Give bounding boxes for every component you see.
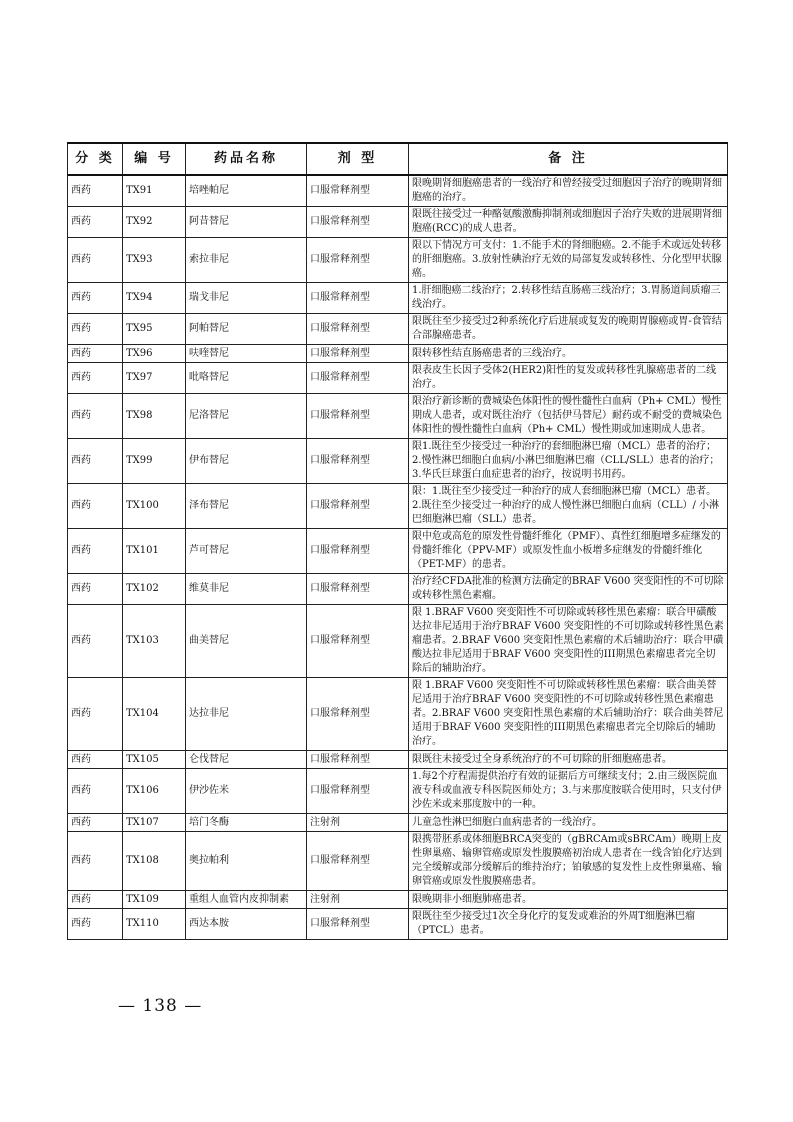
cell-code: TX97: [123, 363, 186, 394]
cell-name: 呋喹替尼: [186, 345, 307, 363]
table-row: [68, 529, 728, 574]
cell-note: 限携带胚系或体细胞BRCA突变的（gBRCAm或sBRCAm）晚期上皮性卵巢癌、输卵管癌或原发性腹膜癌初治成人患者在一线含铂化疗达到完全缓解或部分缓解后的维持治疗；铂敏感的复发性上皮性卵巢癌、输卵管癌或原发性腹膜癌患者。: [409, 832, 728, 891]
table-row: [68, 207, 728, 238]
cell-code: TX101: [123, 529, 186, 574]
cell-code: TX107: [123, 814, 186, 832]
cell-note: 限 1.BRAF V600 突变阳性不可切除或转移性黑色素瘤：联合甲磺酸达拉非尼适用于治疗BRAF V600 突变阳性的不可切除或转移性黑色素瘤患者。2.BRAF V600 突变阳性黑色素瘤的术后辅助治疗：联合甲磺酸达拉非尼适用于BRAF V600 突变阳性的III期黑色素瘤患者完全切除后的辅助治疗。: [409, 605, 728, 678]
cell-code: TX108: [123, 832, 186, 891]
cell-name: 伊布替尼: [186, 439, 307, 484]
cell-code: TX110: [123, 909, 186, 940]
cell-name: 西达本胺: [186, 909, 307, 940]
cell-name: 尼洛替尼: [186, 394, 307, 439]
cell-name: 维莫非尼: [186, 574, 307, 605]
cell-code: TX93: [123, 238, 186, 283]
cell-code: TX99: [123, 439, 186, 484]
cell-code: TX95: [123, 314, 186, 345]
table-row: [68, 394, 728, 439]
cell-code: TX91: [123, 175, 186, 207]
table-row: [68, 574, 728, 605]
cell-note: 限晚期肾细胞癌患者的一线治疗和曾经接受过细胞因子治疗的晚期肾细胞癌的治疗。: [409, 175, 728, 207]
table-row: [68, 751, 728, 769]
cell-form: 口服常释剂型: [307, 605, 409, 678]
table-row: [68, 283, 728, 314]
cell-note: 限既往至少接受过2种系统化疗后进展或复发的晚期胃腺癌或胃-食管结合部腺癌患者。: [409, 314, 728, 345]
cell-code: TX109: [123, 891, 186, 909]
cell-name: 阿昔替尼: [186, 207, 307, 238]
cell-note: 限治疗新诊断的费城染色体阳性的慢性髓性白血病（Ph+ CML）慢性期成人患者，或对既往治疗（包括伊马替尼）耐药或不耐受的费城染色体阳性的慢性髓性白血病（Ph+ CML）慢性期或加速期成人患者。: [409, 394, 728, 439]
cell-name: 伊沙佐米: [186, 769, 307, 814]
cell-category: 西药: [68, 238, 123, 283]
cell-code: TX94: [123, 283, 186, 314]
cell-form: 口服常释剂型: [307, 751, 409, 769]
cell-category: 西药: [68, 574, 123, 605]
cell-name: 曲美替尼: [186, 605, 307, 678]
table-row: [68, 909, 728, 940]
cell-note: 治疗经CFDA批准的检测方法确定的BRAF V600 突变阳性的不可切除或转移性黑色素瘤。: [409, 574, 728, 605]
cell-form: 口服常释剂型: [307, 207, 409, 238]
cell-form: 口服常释剂型: [307, 175, 409, 207]
cell-note: 1.肝细胞癌二线治疗；2.转移性结直肠癌三线治疗；3.胃肠道间质瘤三线治疗。: [409, 283, 728, 314]
cell-note: 限 1.BRAF V600 突变阳性不可切除或转移性黑色素瘤：联合曲美替尼适用于治疗BRAF V600 突变阳性的不可切除或转移性黑色素瘤患者。2.BRAF V600 突变阳性黑色素瘤的术后辅助治疗：联合曲美替尼适用于BRAF V600 突变阳性的III期黑色素瘤患者完全切除后的辅助治疗。: [409, 678, 728, 751]
header-category: 分 类: [68, 143, 123, 175]
table-row: [68, 238, 728, 283]
cell-form: 口服常释剂型: [307, 574, 409, 605]
cell-note: 儿童急性淋巴细胞白血病患者的一线治疗。: [409, 814, 728, 832]
cell-category: 西药: [68, 751, 123, 769]
cell-category: 西药: [68, 314, 123, 345]
cell-name: 芦可替尼: [186, 529, 307, 574]
table-row: [68, 769, 728, 814]
table-row: [68, 605, 728, 678]
header-note: 备 注: [409, 143, 728, 175]
cell-category: 西药: [68, 283, 123, 314]
cell-form: 口服常释剂型: [307, 345, 409, 363]
cell-form: 口服常释剂型: [307, 394, 409, 439]
cell-code: TX106: [123, 769, 186, 814]
table-row: [68, 363, 728, 394]
cell-form: 口服常释剂型: [307, 678, 409, 751]
drug-table: [67, 142, 728, 940]
cell-form: 口服常释剂型: [307, 909, 409, 940]
cell-name: 泽布替尼: [186, 484, 307, 529]
page-number: — 138 —: [118, 996, 203, 1016]
cell-note: 限晚期非小细胞肺癌患者。: [409, 891, 728, 909]
cell-name: 瑞戈非尼: [186, 283, 307, 314]
cell-category: 西药: [68, 605, 123, 678]
cell-category: 西药: [68, 832, 123, 891]
drug-table-container: [67, 142, 727, 940]
cell-code: TX104: [123, 678, 186, 751]
cell-category: 西药: [68, 814, 123, 832]
cell-form: 口服常释剂型: [307, 439, 409, 484]
cell-note: 限转移性结直肠癌患者的三线治疗。: [409, 345, 728, 363]
cell-name: 吡咯替尼: [186, 363, 307, 394]
cell-category: 西药: [68, 909, 123, 940]
cell-code: TX96: [123, 345, 186, 363]
cell-name: 阿帕替尼: [186, 314, 307, 345]
cell-form: 口服常释剂型: [307, 283, 409, 314]
header-name: 药品名称: [186, 143, 307, 175]
cell-category: 西药: [68, 678, 123, 751]
table-header-row: [68, 143, 728, 175]
table-row: [68, 891, 728, 909]
cell-note: 1.每2个疗程需提供治疗有效的证据后方可继续支付；2.由三级医院血液专科或血液专科医院医师处方；3.与来那度胺联合使用时，只支付伊沙佐米或来那度胺中的一种。: [409, 769, 728, 814]
table-body: [68, 175, 728, 940]
cell-category: 西药: [68, 394, 123, 439]
table-row: [68, 439, 728, 484]
cell-category: 西药: [68, 769, 123, 814]
cell-code: TX102: [123, 574, 186, 605]
cell-note: 限表皮生长因子受体2(HER2)阳性的复发或转移性乳腺癌患者的二线治疗。: [409, 363, 728, 394]
cell-category: 西药: [68, 363, 123, 394]
cell-name: 重组人血管内皮抑制素: [186, 891, 307, 909]
cell-note: 限中危或高危的原发性骨髓纤维化（PMF）、真性红细胞增多症继发的骨髓纤维化（PPV-MF）或原发性血小板增多症继发的骨髓纤维化（PET-MF）的患者。: [409, 529, 728, 574]
table-row: [68, 832, 728, 891]
table-row: [68, 814, 728, 832]
cell-form: 口服常释剂型: [307, 832, 409, 891]
cell-code: TX98: [123, 394, 186, 439]
cell-form: 注射剂: [307, 891, 409, 909]
cell-category: 西药: [68, 439, 123, 484]
table-row: [68, 484, 728, 529]
cell-name: 索拉非尼: [186, 238, 307, 283]
cell-code: TX105: [123, 751, 186, 769]
cell-category: 西药: [68, 175, 123, 207]
cell-code: TX100: [123, 484, 186, 529]
cell-name: 培门冬酶: [186, 814, 307, 832]
cell-name: 达拉非尼: [186, 678, 307, 751]
header-code: 编 号: [123, 143, 186, 175]
cell-note: 限既往未接受过全身系统治疗的不可切除的肝细胞癌患者。: [409, 751, 728, 769]
cell-form: 口服常释剂型: [307, 238, 409, 283]
table-row: [68, 175, 728, 207]
table-row: [68, 678, 728, 751]
cell-name: 奥拉帕利: [186, 832, 307, 891]
cell-name: 仑伐替尼: [186, 751, 307, 769]
cell-form: 口服常释剂型: [307, 484, 409, 529]
table-row: [68, 345, 728, 363]
cell-note: 限既往至少接受过1次全身化疗的复发或难治的外周T细胞淋巴瘤（PTCL）患者。: [409, 909, 728, 940]
header-form: 剂 型: [307, 143, 409, 175]
cell-form: 口服常释剂型: [307, 769, 409, 814]
cell-category: 西药: [68, 345, 123, 363]
cell-category: 西药: [68, 529, 123, 574]
cell-form: 口服常释剂型: [307, 363, 409, 394]
cell-name: 培唑帕尼: [186, 175, 307, 207]
table-row: [68, 314, 728, 345]
cell-note: 限：1.既往至少接受过一种治疗的成人套细胞淋巴瘤（MCL）患者。2.既往至少接受过一种治疗的成人慢性淋巴细胞白血病（CLL）/ 小淋巴细胞淋巴瘤（SLL）患者。: [409, 484, 728, 529]
cell-form: 口服常释剂型: [307, 529, 409, 574]
cell-note: 限1.既往至少接受过一种治疗的套细胞淋巴瘤（MCL）患者的治疗；2.慢性淋巴细胞白血病/小淋巴细胞淋巴瘤（CLL/SLL）患者的治疗；3.华氏巨球蛋白血症患者的治疗，按说明书用药。: [409, 439, 728, 484]
cell-note: 限既往接受过一种酪氨酸激酶抑制剂或细胞因子治疗失败的进展期肾细胞癌(RCC)的成人患者。: [409, 207, 728, 238]
cell-category: 西药: [68, 484, 123, 529]
cell-form: 口服常释剂型: [307, 314, 409, 345]
cell-category: 西药: [68, 891, 123, 909]
cell-code: TX92: [123, 207, 186, 238]
cell-category: 西药: [68, 207, 123, 238]
cell-note: 限以下情况方可支付：1.不能手术的肾细胞癌。2.不能手术或远处转移的肝细胞癌。3.放射性碘治疗无效的局部复发或转移性、分化型甲状腺癌。: [409, 238, 728, 283]
cell-form: 注射剂: [307, 814, 409, 832]
cell-code: TX103: [123, 605, 186, 678]
